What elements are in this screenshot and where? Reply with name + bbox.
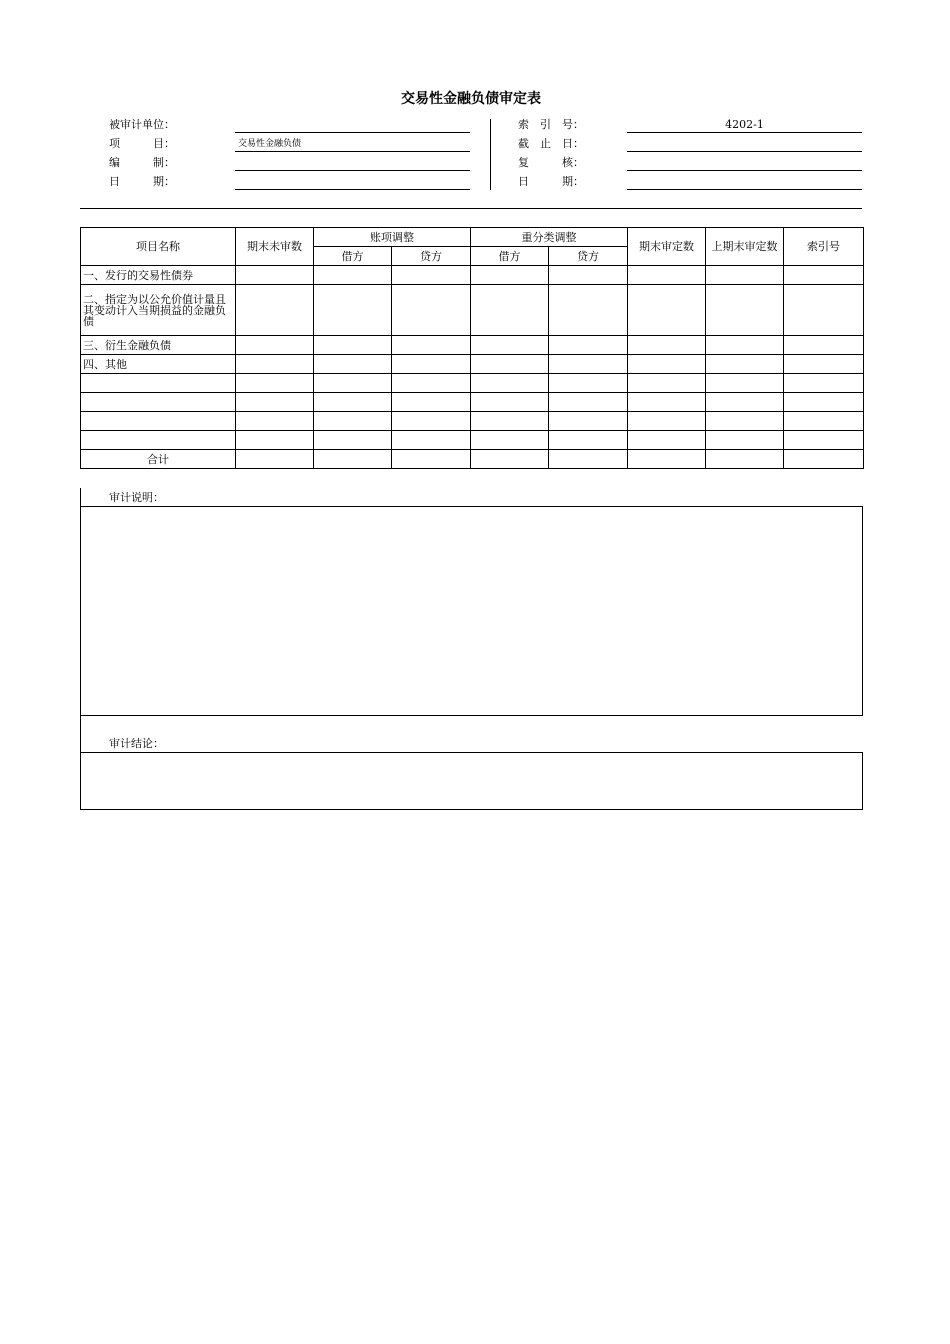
header-line-cutoff bbox=[627, 151, 862, 152]
table-cell[interactable] bbox=[784, 450, 864, 469]
table-cell[interactable] bbox=[236, 266, 314, 285]
table-cell[interactable] bbox=[236, 285, 314, 336]
table-cell[interactable] bbox=[236, 336, 314, 355]
table-cell[interactable] bbox=[392, 450, 471, 469]
explanation-left-edge bbox=[80, 488, 81, 507]
table-cell[interactable] bbox=[549, 393, 628, 412]
table-cell[interactable] bbox=[471, 355, 549, 374]
explanation-box[interactable] bbox=[80, 506, 863, 716]
table-cell[interactable] bbox=[549, 285, 628, 336]
table-cell[interactable] bbox=[549, 355, 628, 374]
table-cell[interactable] bbox=[314, 285, 392, 336]
table-cell[interactable] bbox=[236, 450, 314, 469]
table-cell[interactable] bbox=[706, 431, 784, 450]
table-cell[interactable] bbox=[784, 374, 864, 393]
table-row bbox=[81, 431, 864, 450]
table-cell[interactable] bbox=[706, 355, 784, 374]
header-line-item bbox=[235, 151, 470, 152]
col-header-audited: 期末审定数 bbox=[628, 228, 706, 266]
table-cell[interactable] bbox=[628, 374, 706, 393]
table-cell[interactable] bbox=[784, 336, 864, 355]
table-cell[interactable] bbox=[706, 450, 784, 469]
row-label bbox=[81, 374, 236, 393]
row-label: 三、衍生金融负债 bbox=[81, 336, 236, 355]
table-cell[interactable] bbox=[314, 412, 392, 431]
table-cell[interactable] bbox=[706, 336, 784, 355]
table-row bbox=[81, 285, 864, 336]
table-cell[interactable] bbox=[628, 336, 706, 355]
table-cell[interactable] bbox=[471, 336, 549, 355]
table-cell[interactable] bbox=[236, 431, 314, 450]
table-cell[interactable] bbox=[314, 431, 392, 450]
table-cell[interactable] bbox=[706, 412, 784, 431]
col-header-reclass-debit: 借方 bbox=[471, 247, 549, 266]
table-cell[interactable] bbox=[392, 285, 471, 336]
table-cell[interactable] bbox=[628, 450, 706, 469]
table-cell[interactable] bbox=[471, 412, 549, 431]
total-label: 合计 bbox=[81, 450, 236, 469]
table-cell[interactable] bbox=[628, 285, 706, 336]
header-line-date-right bbox=[627, 189, 862, 190]
table-cell[interactable] bbox=[314, 393, 392, 412]
table-cell[interactable] bbox=[784, 355, 864, 374]
table-cell[interactable] bbox=[784, 285, 864, 336]
table-cell[interactable] bbox=[706, 266, 784, 285]
row-label bbox=[81, 431, 236, 450]
table-row bbox=[81, 336, 864, 355]
table-body bbox=[81, 266, 864, 450]
table-cell[interactable] bbox=[628, 393, 706, 412]
header-label-index: 索 引 号： bbox=[518, 118, 584, 131]
col-header-reclass: 重分类调整 bbox=[471, 228, 628, 247]
table-cell[interactable] bbox=[628, 266, 706, 285]
col-header-reclass-credit: 贷方 bbox=[549, 247, 628, 266]
col-header-prior: 上期末审定数 bbox=[706, 228, 784, 266]
table-cell[interactable] bbox=[471, 393, 549, 412]
table-cell[interactable] bbox=[236, 412, 314, 431]
row-label bbox=[81, 412, 236, 431]
table-cell[interactable] bbox=[471, 285, 549, 336]
table-cell[interactable] bbox=[706, 285, 784, 336]
header-separator bbox=[80, 208, 862, 209]
table-cell[interactable] bbox=[784, 393, 864, 412]
table-cell[interactable] bbox=[314, 450, 392, 469]
table-cell[interactable] bbox=[706, 393, 784, 412]
header-line-index bbox=[627, 132, 862, 133]
page-title: 交易性金融负债审定表 bbox=[401, 91, 541, 107]
table-cell[interactable] bbox=[549, 450, 628, 469]
table-cell[interactable] bbox=[549, 374, 628, 393]
header-label-reviewer: 复 核： bbox=[518, 156, 584, 169]
table-cell[interactable] bbox=[392, 431, 471, 450]
table-cell[interactable] bbox=[471, 266, 549, 285]
table-cell[interactable] bbox=[471, 431, 549, 450]
header-line-reviewer bbox=[627, 170, 862, 171]
row-label: 二、指定为以公允价值计量且其变动计入当期损益的金融负债 bbox=[81, 285, 236, 336]
table-cell[interactable] bbox=[549, 412, 628, 431]
table-cell[interactable] bbox=[392, 355, 471, 374]
header-label-cutoff: 截 止 日： bbox=[518, 137, 584, 150]
header-value-item[interactable]: 交易性金融负债 bbox=[238, 139, 302, 149]
table-cell[interactable] bbox=[784, 412, 864, 431]
table-cell[interactable] bbox=[784, 266, 864, 285]
col-header-item: 项目名称 bbox=[81, 228, 236, 266]
conclusion-label: 审计结论： bbox=[109, 737, 164, 750]
table-cell[interactable] bbox=[549, 266, 628, 285]
table-cell[interactable] bbox=[392, 393, 471, 412]
table-cell[interactable] bbox=[628, 431, 706, 450]
header-label-item: 项 目： bbox=[109, 137, 175, 150]
col-header-adjust-debit: 借方 bbox=[314, 247, 392, 266]
table-cell[interactable] bbox=[471, 450, 549, 469]
table-row bbox=[81, 393, 864, 412]
table-row bbox=[81, 374, 864, 393]
table-cell[interactable] bbox=[628, 355, 706, 374]
table-cell[interactable] bbox=[784, 431, 864, 450]
row-label: 一、发行的交易性债券 bbox=[81, 266, 236, 285]
table-cell[interactable] bbox=[392, 336, 471, 355]
header-label-date-left: 日 期： bbox=[109, 175, 175, 188]
conclusion-left-edge bbox=[80, 715, 81, 753]
table-cell[interactable] bbox=[236, 374, 314, 393]
col-header-unaudited: 期末未审数 bbox=[236, 228, 314, 266]
table-cell[interactable] bbox=[549, 431, 628, 450]
header-label-auditee: 被审计单位： bbox=[109, 118, 175, 131]
table-cell[interactable] bbox=[549, 336, 628, 355]
table-cell[interactable] bbox=[314, 266, 392, 285]
table-cell[interactable] bbox=[392, 266, 471, 285]
header-label-preparer: 编 制： bbox=[109, 156, 175, 169]
table-cell[interactable] bbox=[236, 355, 314, 374]
table-cell[interactable] bbox=[471, 374, 549, 393]
table-cell[interactable] bbox=[314, 374, 392, 393]
table-cell[interactable] bbox=[236, 393, 314, 412]
row-label bbox=[81, 393, 236, 412]
table-cell[interactable] bbox=[628, 412, 706, 431]
table-row bbox=[81, 266, 864, 285]
header-value-index[interactable]: 4202-1 bbox=[725, 118, 764, 131]
table-cell[interactable] bbox=[706, 374, 784, 393]
table-row bbox=[81, 412, 864, 431]
header-label-date-right: 日 期： bbox=[518, 175, 584, 188]
table-cell[interactable] bbox=[314, 336, 392, 355]
col-header-index: 索引号 bbox=[784, 228, 864, 266]
header-line-date-left bbox=[235, 189, 470, 190]
table-cell[interactable] bbox=[314, 355, 392, 374]
total-row bbox=[81, 450, 864, 469]
header-divider bbox=[490, 119, 491, 190]
row-label: 四、其他 bbox=[81, 355, 236, 374]
table-cell[interactable] bbox=[392, 412, 471, 431]
table-cell[interactable] bbox=[392, 374, 471, 393]
audit-table bbox=[80, 227, 864, 469]
conclusion-box[interactable] bbox=[80, 752, 863, 810]
header-line-preparer bbox=[235, 170, 470, 171]
col-header-adjust: 账项调整 bbox=[314, 228, 471, 247]
table-row bbox=[81, 355, 864, 374]
explanation-label: 审计说明： bbox=[109, 491, 164, 504]
col-header-adjust-credit: 贷方 bbox=[392, 247, 471, 266]
header-line-auditee bbox=[235, 132, 470, 133]
